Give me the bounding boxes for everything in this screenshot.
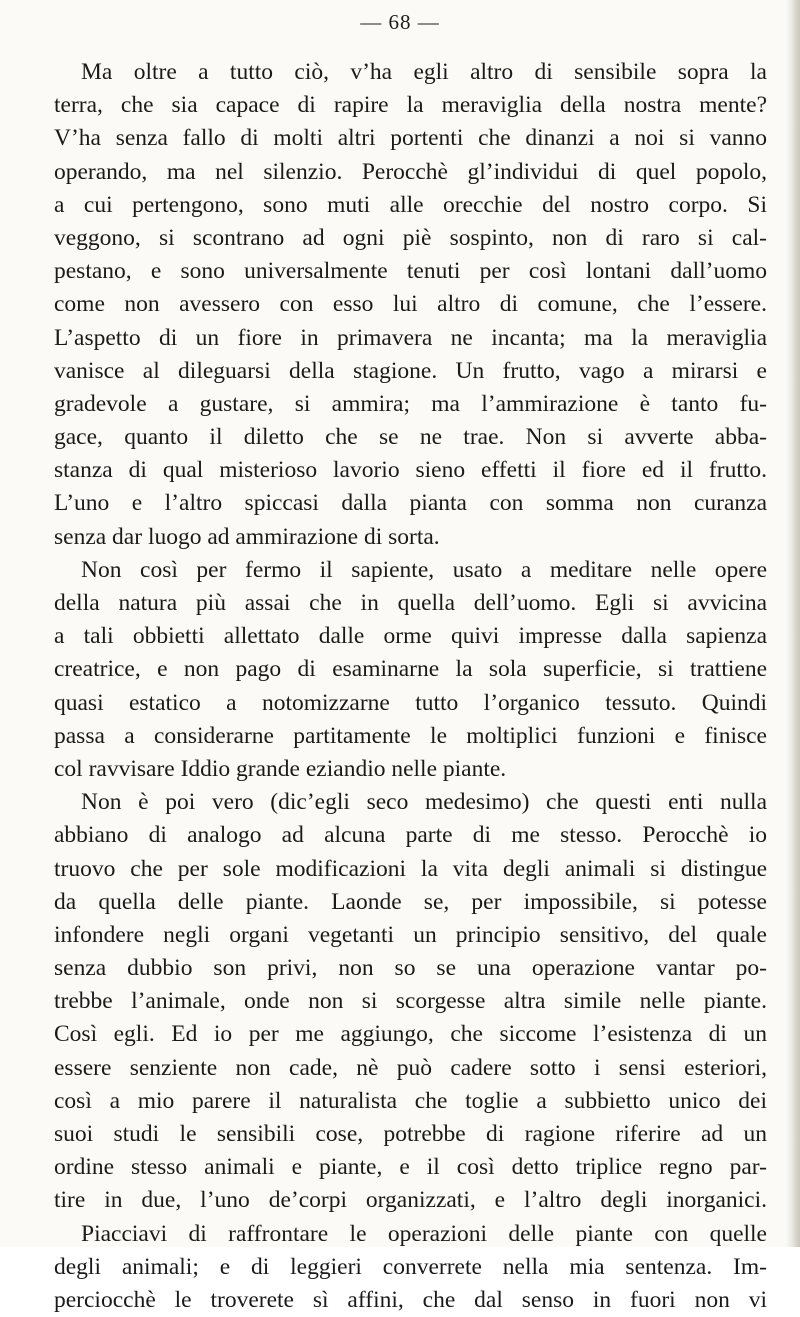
text-line: a tali obbietti allettato dalle orme quivi impresse dalla sapienza <box>54 623 767 650</box>
text-line: col ravvisare Iddio grande eziandio nelle piante. <box>54 755 507 782</box>
text-line: come non avessero con esso lui altro di comune, che l’essere. <box>54 291 767 318</box>
text-line: trebbe l’animale, onde non si scorgesse altra simile nelle piante. <box>54 988 767 1015</box>
text-line: così a mio parere il naturalista che toglie a subbietto unico dei <box>54 1087 767 1114</box>
text-line: infondere negli organi vegetanti un principio sensitivo, del quale <box>54 921 767 948</box>
text-line: operando, ma nel silenzio. Perocchè gl’individui di quel popolo, <box>54 158 767 185</box>
text-line: degli animali; e di leggieri converrete nella mia sentenza. Im- <box>54 1253 767 1280</box>
text-line: essere senziente non cade, nè può cadere sotto i sensi esteriori, <box>54 1054 767 1081</box>
text-line: Piacciavi di raffrontare le operazioni delle piante con quelle <box>81 1220 767 1247</box>
text-line: vanisce al dileguarsi della stagione. Un frutto, vago a mirarsi e <box>54 357 767 384</box>
text-line: truovo che per sole modificazioni la vita degli animali si distingue <box>54 855 767 882</box>
page-edge-shadow <box>786 0 800 1247</box>
text-line: quasi estatico a notomizzarne tutto l’organico tessuto. Quindi <box>54 689 767 716</box>
body-text <box>54 56 767 1317</box>
text-line: tire in due, l’uno de’corpi organizzati, e l’altro degli inorganici. <box>54 1187 767 1214</box>
text-line: a cui pertengono, sono muti alle orecchie del nostro corpo. Si <box>54 191 767 218</box>
text-line: V’ha senza fallo di molti altri portenti che dinanzi a noi si vanno <box>54 125 767 152</box>
text-line: L’aspetto di un fiore in primavera ne incanta; ma la meraviglia <box>54 324 767 351</box>
text-line: veggono, si scontrano ad ogni piè sospinto, non di raro si cal- <box>54 224 767 251</box>
text-line: abbiano di analogo ad alcuna parte di me stesso. Perocchè io <box>54 822 767 849</box>
text-line: senza dar luogo ad ammirazione di sorta. <box>54 523 440 550</box>
text-line: suoi studi le sensibili cose, potrebbe di ragione riferire ad un <box>54 1121 767 1147</box>
text-line: stanza di qual misterioso lavorio sieno effetti il fiore ed il frutto. <box>54 457 767 484</box>
text-line: da quella delle piante. Laonde se, per impossibile, si potesse <box>54 888 767 915</box>
text-line: Non così per fermo il sapiente, usato a meditare nelle opere <box>81 556 767 583</box>
text-line: della natura più assai che in quella dell’uomo. Egli si avvicina <box>54 590 767 616</box>
text-line: ordine stesso animali e piante, e il così detto triplice regno par- <box>54 1154 767 1181</box>
text-line: Così egli. Ed io per me aggiungo, che siccome l’esistenza di un <box>54 1021 767 1048</box>
text-line: perciocchè le troverete sì affini, che dal senso in fuori non vi <box>54 1286 767 1313</box>
text-line: L’uno e l’altro spiccasi dalla pianta con somma non curanza <box>54 490 767 517</box>
text-line: terra, che sia capace di rapire la meraviglia della nostra mente? <box>54 92 767 119</box>
text-line: Non è poi vero (dic’egli seco medesimo) che questi enti nulla <box>81 789 767 816</box>
text-line: Ma oltre a tutto ciò, v’ha egli altro di sensibile sopra la <box>81 59 767 85</box>
text-line: senza dubbio son privi, non so se una operazione vantar po- <box>54 955 767 982</box>
text-line: passa a considerarne partitamente le moltiplici funzioni e finisce <box>54 722 767 749</box>
text-line: gradevole a gustare, si ammira; ma l’ammirazione è tanto fu- <box>54 390 767 417</box>
text-line: creatrice, e non pago di esaminarne la sola superficie, si trattiene <box>54 656 767 683</box>
page-number: — 68 — <box>360 10 440 34</box>
text-line: pestano, e sono universalmente tenuti per così lontani dall’uomo <box>54 258 767 285</box>
text-line: gace, quanto il diletto che se ne trae. Non si avverte abba- <box>54 424 767 451</box>
